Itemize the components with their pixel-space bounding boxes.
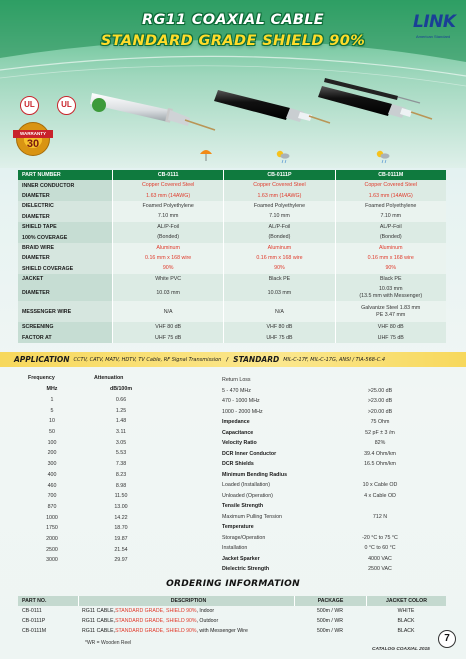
spec-item [222,480,425,491]
spec-cell [112,264,223,274]
spec-header-row [18,170,446,180]
spec-row [18,274,446,284]
spec-label: 100% COVERAGE [18,232,112,242]
spec-cell [335,274,446,284]
specification-table [18,170,446,343]
attenuation-row [28,459,166,470]
spec-label: DIELECTRIC [18,201,112,211]
spec-item-label: 470 - 1000 MHz [222,398,260,405]
application-text: CCTV, CATV, MATV, HDTV, TV Cable, RF Signal Transmission [73,356,222,363]
spec-label: MESSENGER WIRE [18,301,112,322]
spec-label: BRAID WIRE [18,243,112,253]
spec-item-label: Unloaded (Operation) [222,492,273,499]
spec-item-value: 75 Ohm [370,419,390,426]
spec-item-value: >25.00 dB [367,387,393,394]
spec-item [222,375,425,386]
ordering-package: 500m / WR [317,628,343,634]
spec-cell-text: Aluminum [267,244,292,251]
attenuation-header-label: Attenuation [94,375,124,381]
spec-cell-text: (Bonded) [157,234,180,241]
spec-cell-text: N/A [275,308,284,315]
ordering-part-no: CB-0111P [22,618,46,624]
frequency-value: 1000 [46,514,58,521]
catalog-footer: CATALOG COAXIAL 2015 [372,647,430,652]
spec-cell-text: Galvanize Steel 1.83 mm [361,305,421,312]
spec-item-label: Minimum Bending Radius [222,471,288,478]
spec-item-label: Jacket Sparker [222,555,260,562]
spec-item-label: Maximum Pulling Tension [222,513,282,520]
spec-row [18,222,446,232]
attenuation-value: 18.70 [114,525,128,532]
spec-cell [223,191,334,201]
header [0,0,466,168]
spec-cell [112,322,223,332]
spec-cell-text: 10.03 mm [378,286,403,293]
spec-cell [223,180,334,190]
spec-row [18,180,446,190]
spec-item-value: 4 x Cable OD [364,492,396,499]
spec-item [222,522,425,533]
spec-label: SCREENING [18,322,112,332]
spec-item-label: Capacitance [222,429,254,436]
ordering-part-no: CB-0111 [22,608,42,614]
ordering-header-row [18,596,446,606]
spec-cell-text: UHF 75 dB [155,334,182,341]
spec-item [222,543,425,554]
spec-item [222,512,425,523]
spec-cell-text: 10.03 mm [267,289,292,296]
spec-cell-text: UHF 75 dB [377,334,404,341]
ordering-package: 500m / WR [317,608,343,614]
spec-cell [223,253,334,263]
spec-row [18,212,446,222]
spec-cell [223,322,334,332]
spec-cell-text: Aluminum [378,244,403,251]
attenuation-value: 1.25 [115,407,127,414]
spec-row [18,232,446,242]
spec-row [18,301,446,322]
attenuation-value: 7.38 [115,461,127,468]
application-bar [0,352,466,367]
spec-cell [223,274,334,284]
spec-item [222,459,425,470]
attenuation-row [28,480,166,491]
ul-cmx-badge: UL [57,96,76,115]
spec-cell [335,243,446,253]
spec-label: DIAMETER [18,253,112,263]
spec-item-value: 712 N [372,513,388,520]
frequency-value: 10 [49,418,55,425]
spec-cell [112,301,223,322]
spec-cell [112,274,223,284]
spec-header-label: PART NUMBER [18,170,112,180]
attenuation-row [28,512,166,523]
frequency-value: 2000 [46,535,58,542]
spec-cell-text: VHF 80 dB [377,324,404,331]
spec-cell [223,212,334,222]
ordering-part-no: CB-0111M [22,628,47,634]
ordering-header-package: PACKAGE [294,596,366,606]
title-line-2: STANDARD GRADE SHIELD 90% [100,33,366,49]
spec-cell [335,201,446,211]
spec-cell-text: 0.16 mm x 168 wire [145,255,192,262]
spec-cell-text: 10.03 mm [156,289,180,296]
spec-cell-text: 7.10 mm [157,213,179,220]
spec-item [222,564,425,575]
description-suffix: , Indoor [196,608,215,614]
attenuation-value: 8.23 [115,471,127,478]
spec-item-value: 16.5 Ohm/km [364,461,396,468]
description-grade: STANDARD GRADE, SHIELD 90% [115,618,197,624]
spec-item [222,417,425,428]
spec-cell-text: 90% [385,265,397,272]
spec-item [222,407,425,418]
spec-item-value: 52 pF ± 3 /m [365,429,395,436]
attenuation-value: 11.50 [114,493,128,500]
frequency-value: 2500 [46,546,58,553]
page-number: 7 [438,630,456,648]
attenuation-row [28,491,166,502]
spec-cell-text: Copper Covered Steel [253,182,306,189]
ordering-package: 500m / WR [317,618,343,624]
ordering-description [78,616,294,626]
description-grade: STANDARD GRADE, SHIELD 90% [115,608,197,614]
spec-label: DIAMETER [18,212,112,222]
electrical-specs [222,375,425,575]
frequency-value: 200 [47,450,57,457]
ordering-row [18,626,446,636]
ordering-jacket-color: WHITE [397,608,415,614]
attenuation-unit: dB/100m [109,386,133,393]
description-grade: STANDARD GRADE, SHIELD 90% [115,628,197,634]
frequency-value: 460 [47,482,57,489]
spec-item [222,386,425,397]
spec-item-label: 5 - 470 MHz [222,387,251,394]
black-cable-image [214,90,330,123]
frequency-value: 700 [47,493,57,500]
frequency-header: Frequency [28,375,55,381]
ordering-title: ORDERING INFORMATION [166,579,300,589]
spec-cell-text: Copper Covered Steel [364,182,417,189]
spec-item [222,470,425,481]
attenuation-row [28,523,166,534]
ordering-note: *WR = Wooden Reel [85,640,132,646]
spec-body [18,180,446,343]
spec-item-label: Dielectric Strength [222,566,270,573]
spec-cell-text: 1.63 mm (14AWG) [257,192,302,199]
spec-cell [112,284,223,301]
ordering-table [18,596,446,636]
spec-cell-text: 7.10 mm [269,213,290,220]
frequency-value: 3000 [46,557,58,564]
attenuation-body [28,395,166,566]
frequency-value: 50 [49,429,55,436]
attenuation-row [28,470,166,481]
spec-label: DIAMETER [18,284,112,301]
attenuation-value: 1.48 [115,418,127,425]
attenuation-row [28,416,166,427]
attenuation-row [28,448,166,459]
description-prefix: RG11 CABLE, [82,618,116,624]
spec-item-value: 39.4 Ohm/km [364,450,396,457]
spec-row [18,264,446,274]
spec-header-col: CB-0111 [112,170,223,180]
spec-header-col: CB-0111M [335,170,446,180]
spec-cell [335,333,446,343]
spec-cell [335,264,446,274]
spec-cell-text: 0.16 mm x 168 wire [256,255,303,262]
ordering-description [78,606,294,616]
ordering-body [18,606,446,636]
spec-cell-text: (Bonded) [268,234,291,241]
spec-cell-text: 90% [274,265,285,272]
description-prefix: RG11 CABLE, [82,628,116,634]
spec-header-col: CB-0111P [223,170,334,180]
attenuation-value: 3.11 [116,429,126,436]
spec-cell-text: VHF 80 dB [155,324,182,331]
spec-item [222,554,425,565]
spec-item [222,491,425,502]
logo-subtitle: American Standard [416,34,451,39]
spec-cell-text: 90% [162,265,174,272]
spec-item-label: Tensile Strength [222,503,264,510]
spec-cell [112,212,223,222]
spec-cell-text: White PVC [155,275,182,282]
spec-cell [335,222,446,232]
spec-cell-text: UHF 75 dB [266,334,293,341]
spec-label: DIAMETER [18,191,112,201]
spec-label: SHIELD COVERAGE [18,264,112,274]
spec-row [18,201,446,211]
attenuation-value: 19.87 [114,535,128,542]
spec-cell [112,191,223,201]
frequency-value: 5 [50,407,54,414]
spec-cell-text: N/A [163,308,173,315]
spec-cell [335,180,446,190]
spec-cell [335,284,446,301]
standard-text: MIL-C-17F, MIL-C-17G, ANSI / TIA-568-C.4 [283,356,386,363]
attenuation-row [28,427,166,438]
spec-item-label: Loaded (Installation) [222,482,270,489]
spec-row [18,253,446,263]
spec-item-label: Installation [222,545,248,552]
spec-cell [112,243,223,253]
spec-cell [112,201,223,211]
spec-row [18,284,446,301]
spec-cell [223,243,334,253]
spec-cell [335,232,446,242]
link-logo [413,12,461,48]
spec-cell-text: Aluminum [156,244,180,251]
electrical-specs-body [222,375,425,575]
spec-item-value: 4000 VAC [368,555,392,562]
spec-cell-text: AL/P-Foil [157,223,180,230]
spec-cell [112,222,223,232]
spec-item [222,533,425,544]
ordering-header-description: DESCRIPTION [78,596,294,606]
spec-cell [223,201,334,211]
ul-listed-badge: UL [20,96,39,115]
attenuation-header [28,375,166,384]
spec-cell [335,322,446,332]
title-line-1: RG11 COAXIAL CABLE [141,12,325,28]
attenuation-row [28,544,166,555]
spec-cell-text: 1.63 mm (14AWG) [146,192,191,199]
spec-cell [335,301,446,322]
attenuation-table [28,375,166,566]
description-prefix: RG11 CABLE, [82,608,116,614]
attenuation-value: 21.54 [114,546,128,553]
spec-cell [223,301,334,322]
frequency-value: 1750 [46,525,58,532]
spec-row [18,322,446,332]
spec-cell [112,253,223,263]
frequency-unit: MHz [46,386,58,393]
frequency-value: 300 [47,461,57,468]
logo-wordmark: LINK [413,12,456,32]
spec-cell [335,212,446,222]
spec-label: JACKET [18,274,112,284]
spec-item-value: >20.00 dB [367,408,393,415]
frequency-value: 1 [50,397,54,404]
attenuation-value: 3.05 [115,439,127,446]
spec-item-label: Storage/Operation [222,534,266,541]
spec-cell-text: Copper Covered Steel [141,182,195,189]
green-cert-icon [92,98,106,112]
warranty-years: 30 [26,138,40,150]
spec-cell [223,264,334,274]
attenuation-value: 14.22 [114,514,128,521]
spec-cell-text: Black PE [379,275,402,282]
ordering-header-color: JACKET COLOR [366,596,446,606]
spec-label: INNER CONDUCTOR [18,180,112,190]
attenuation-row [28,405,166,416]
spec-item-label: Velocity Ratio [222,440,257,447]
spec-cell [223,232,334,242]
spec-item [222,438,425,449]
warranty-ribbon: WARRANTY [13,130,53,138]
spec-cell-text: 1.63 mm (14AWG) [368,192,413,199]
application-label: APPLICATION [14,355,70,364]
spec-cell-text: VHF 80 dB [266,324,293,331]
spec-cell [335,253,446,263]
spec-cell-text: Foamed Polyethylene [142,203,194,210]
spec-cell-text: 0.16 mm x 168 wire [367,255,414,262]
attenuation-value: 8.98 [115,482,127,489]
ordering-description [78,626,294,636]
messenger-cable-image [318,78,432,119]
spec-cell [112,180,223,190]
attenuation-value: 0.66 [115,397,127,404]
spec-item-value: >23.00 dB [367,398,393,405]
spec-cell [223,333,334,343]
attenuation-row [28,534,166,545]
spec-cell-text: Foamed Polyethylene [253,203,306,210]
spec-cell [223,222,334,232]
spec-cell [223,284,334,301]
spec-item [222,428,425,439]
white-cable-image [90,93,215,130]
spec-row [18,191,446,201]
attenuation-row [28,502,166,513]
spec-cell-text: AL/P-Foil [268,223,291,230]
attenuation-row [28,437,166,448]
frequency-value: 870 [47,503,57,510]
attenuation-value: 29.97 [114,557,128,564]
description-suffix: , Outdoor [196,618,219,624]
spec-row [18,333,446,343]
umbrella-icon [200,150,212,161]
spec-item-label: Return Loss [222,377,251,384]
spec-label: FACTOR AT [18,333,112,343]
spec-cell [112,232,223,242]
weather-sun-rain-icon-2 [377,151,390,163]
spec-cell-extra: (13.5 mm with Messenger) [359,292,423,299]
spec-cell-text: 7.10 mm [380,213,402,220]
spec-item-value: -20 °C to 75 °C [362,534,398,541]
ordering-jacket-color: BLACK [397,618,415,624]
spec-cell-text: Black PE [268,275,291,282]
attenuation-row [28,395,166,406]
ordering-row [18,616,446,626]
spec-cell-text: Foamed Polyethylene [365,203,417,210]
description-suffix: , with Messenger Wire [196,628,248,634]
spec-item-label: DCR Inner Conductor [222,450,277,457]
spec-item-value: 10 x Cable OD [362,482,398,489]
ordering-row [18,606,446,616]
spec-item-value: 2500 VAC [368,566,392,573]
spec-cell [112,333,223,343]
attenuation-value: 13.00 [114,503,128,510]
spec-item-label: Temperature [222,524,254,531]
spec-item-label: Impedance [222,419,250,426]
attenuation-units [28,384,166,395]
attenuation-row [28,555,166,566]
ordering-header-part: PART NO. [18,596,78,606]
spec-cell-text: AL/P-Foil [379,223,402,230]
spec-item-label: 1000 - 2000 MHz [222,408,263,415]
spec-item-value: 82% [374,440,386,447]
spec-cell [335,191,446,201]
spec-row [18,243,446,253]
spec-cell-text: (Bonded) [379,234,402,241]
frequency-value: 400 [47,471,57,478]
standard-label: STANDARD [233,355,280,364]
ordering-jacket-color: BLACK [397,628,415,634]
spec-cell-extra: PE 3.47 mm [376,311,406,318]
weather-sun-rain-icon [277,151,290,163]
spec-label: SHIELD TAPE [18,222,112,232]
spec-item [222,501,425,512]
application-separator: / [226,356,229,363]
attenuation-value: 5.53 [115,450,127,457]
spec-item-label: DCR Shields [222,461,254,468]
frequency-value: 100 [47,439,57,446]
spec-item [222,396,425,407]
spec-item-value: 0 °C to 60 °C [364,545,396,552]
spec-item [222,449,425,460]
